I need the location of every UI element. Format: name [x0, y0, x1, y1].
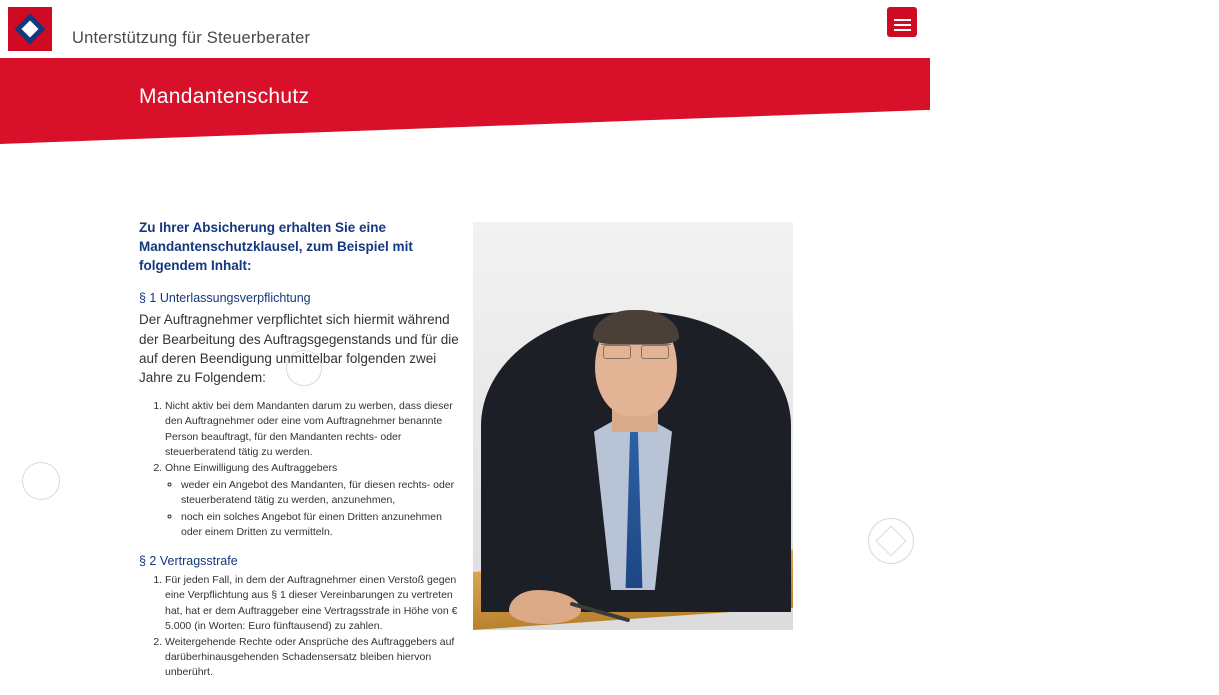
list-item: ◦ noch ein solches Angebot für einen Dritten anzunehmen oder einem Dritten zu vermitteln.	[181, 510, 459, 540]
list-item: 2. Weitergehende Rechte oder Ansprüche des Auftraggebers auf darüberhinausgehenden Schadensersatz bleiben hiervon unberührt.	[165, 635, 459, 681]
section-1-sublist	[165, 478, 459, 540]
decorative-circle	[778, 148, 816, 186]
logo-diamond-icon	[14, 13, 45, 44]
list-item-text: Ohne Einwilligung des Auftraggebers	[165, 461, 338, 474]
section-1-heading: § 1 Unterlassungsverpflichtung	[139, 291, 311, 306]
list-item	[165, 399, 459, 460]
list-item: ◦ weder ein Angebot des Mandanten, für diesen rechts- oder steuerberatend tätig zu werden, anzunehmen,	[181, 478, 459, 508]
burger-line	[894, 29, 911, 31]
section-2-heading: § 2 Vertragsstrafe	[139, 554, 238, 569]
photo-glasses	[601, 344, 671, 358]
section-1-paragraph: Der Auftragnehmer verpflichtet sich hiermit während der Bearbeitung des Auftragsgegenstands und für die auf deren Beendigung unmittelbar folgenden zwei Jahre zu Folgendem:	[139, 312, 459, 385]
page-banner	[0, 58, 930, 168]
burger-line	[894, 19, 911, 21]
list-item: 1. Für jeden Fall, in dem der Auftragnehmer einen Verstoß gegen eine Verpflichtung aus § 1 dieser Vereinbarungen zu vertreten hat, hat er dem Auftraggeber eine Vertragsstrafe in Höhe von € 5.000 (in Worten: Euro fünftausend) zu zahlen.	[165, 573, 459, 634]
hamburger-menu-icon[interactable]	[887, 7, 917, 37]
lead-paragraph: Zu Ihrer Absicherung erhalten Sie eine Mandantenschutzklausel, zum Beispiel mit folgendem Inhalt:	[139, 220, 413, 274]
content-text-column	[139, 218, 459, 695]
site-title: Unterstützung für Steuerberater	[72, 29, 311, 47]
company-logo[interactable]	[8, 7, 52, 51]
list-item	[165, 461, 459, 540]
burger-line	[894, 24, 911, 26]
list-item-text: Nicht aktiv bei dem Mandanten darum zu werben, dass dieser den Auftragnehmer oder eine vom Auftragnehmer benannte Person beauftragt, für den Mandanten rechts- oder steuerberatend tätig zu werden.	[165, 400, 453, 458]
section-1-list	[139, 399, 459, 540]
portrait-businessman-photo	[473, 222, 793, 630]
site-header	[0, 0, 930, 58]
page-title: Mandantenschutz	[139, 85, 310, 108]
section-2-list	[139, 573, 459, 681]
decorative-circle	[22, 462, 60, 500]
